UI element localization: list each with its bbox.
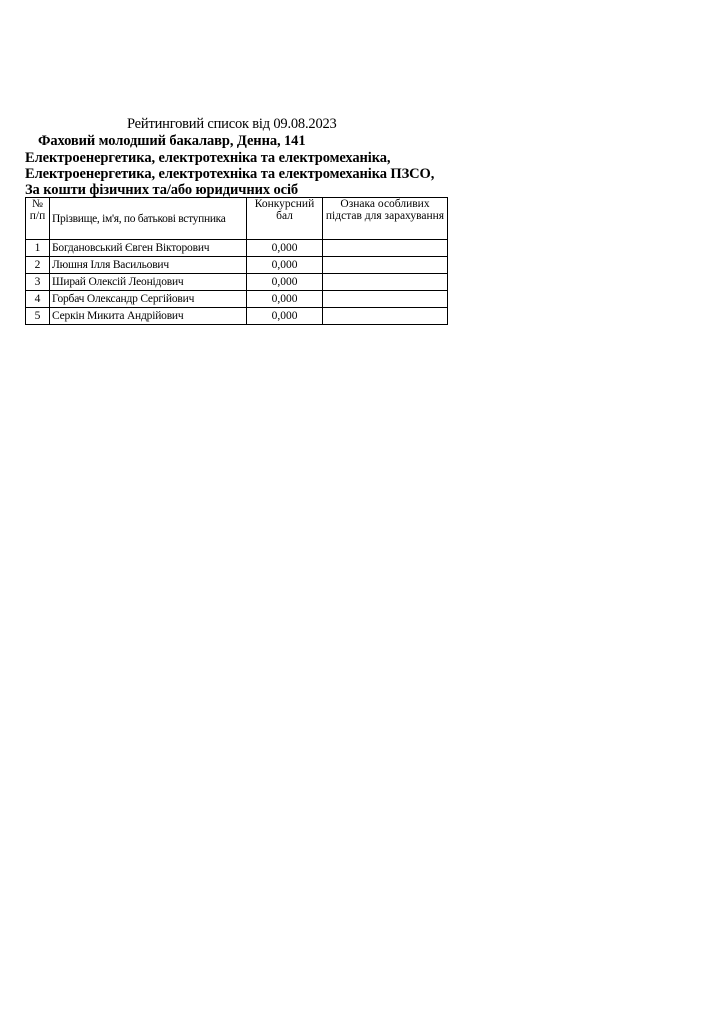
competitive-score: 0,000 xyxy=(247,274,323,291)
table-row xyxy=(26,308,448,325)
column-header-mark: Ознака особливих підстав для зарахування xyxy=(323,198,448,240)
special-grounds-mark xyxy=(323,257,448,274)
row-number: 2 xyxy=(26,257,50,274)
applicant-name: Серкін Микита Андрійович xyxy=(50,308,247,325)
table-header-row xyxy=(26,198,448,240)
funding-line: За кошти фізичних та/або юридичних осіб xyxy=(25,182,299,198)
column-header-number: № п/п xyxy=(26,198,50,240)
applicant-name: Богдановський Євген Вікторович xyxy=(50,240,247,257)
competitive-score: 0,000 xyxy=(247,308,323,325)
specialty-line-2: Електроенергетика, електротехніка та електромеханіка ПЗСО, xyxy=(25,166,435,182)
column-header-name: Прізвище, ім'я, по батькові вступника xyxy=(50,198,247,240)
table-row xyxy=(26,291,448,308)
applicant-name: Горбач Олександр Сергійович xyxy=(50,291,247,308)
column-header-score: Конкурсний бал xyxy=(247,198,323,240)
table-row xyxy=(26,240,448,257)
page-title: Рейтинговий список від 09.08.2023 xyxy=(127,116,337,132)
row-number: 1 xyxy=(26,240,50,257)
competitive-score: 0,000 xyxy=(247,240,323,257)
row-number: 3 xyxy=(26,274,50,291)
special-grounds-mark xyxy=(323,274,448,291)
rating-table xyxy=(25,197,448,325)
special-grounds-mark xyxy=(323,308,448,325)
row-number: 5 xyxy=(26,308,50,325)
competitive-score: 0,000 xyxy=(247,257,323,274)
table-row xyxy=(26,274,448,291)
row-number: 4 xyxy=(26,291,50,308)
special-grounds-mark xyxy=(323,240,448,257)
table-row xyxy=(26,257,448,274)
program-subtitle: Фаховий молодший бакалавр, Денна, 141 xyxy=(38,133,306,149)
specialty-line-1: Електроенергетика, електротехніка та електромеханіка, xyxy=(25,150,391,166)
competitive-score: 0,000 xyxy=(247,291,323,308)
applicant-name: Ширай Олексій Леонідович xyxy=(50,274,247,291)
special-grounds-mark xyxy=(323,291,448,308)
applicant-name: Люшня Ілля Васильович xyxy=(50,257,247,274)
